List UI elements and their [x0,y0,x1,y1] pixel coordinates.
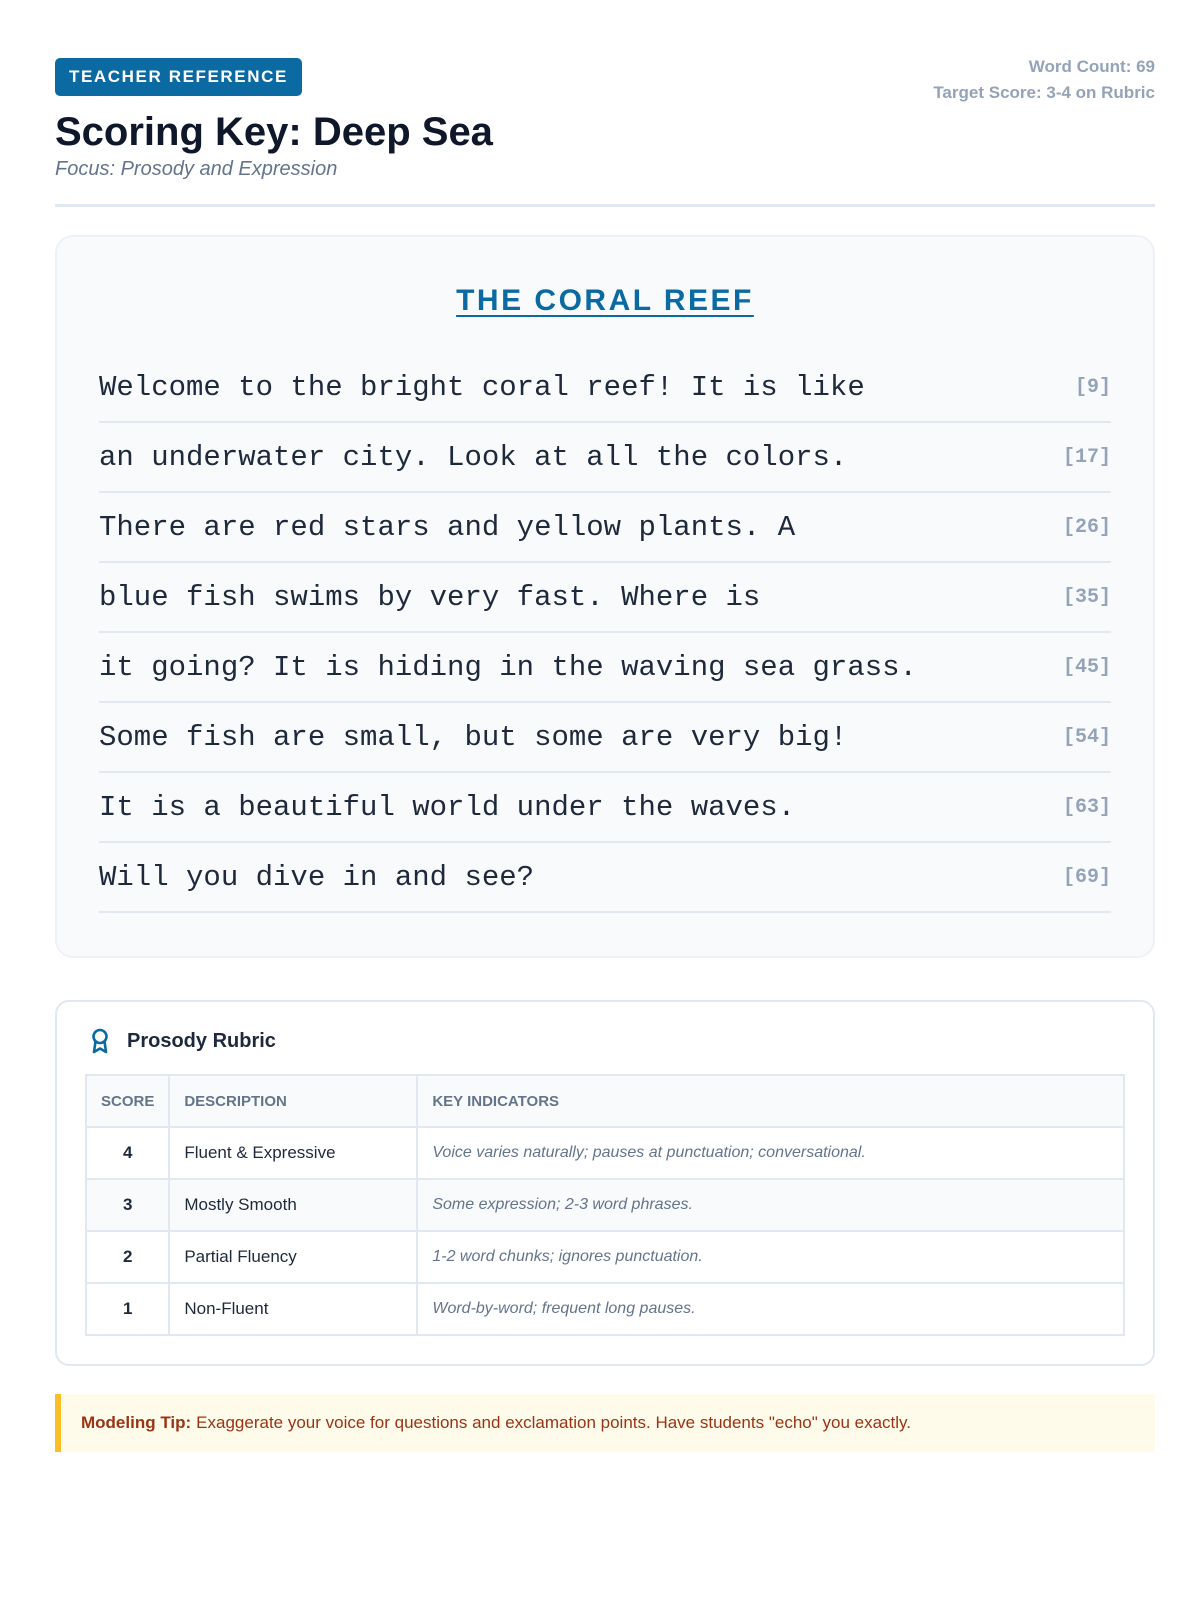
passage-line [99,353,1111,423]
description-cell: Non-Fluent [169,1283,417,1335]
cumulative-word-count: [69] [1062,865,1111,889]
passage-line-text: Welcome to the bright coral reef! It is like [99,370,865,404]
page-title: Scoring Key: Deep Sea [55,110,493,154]
column-header-score: SCORE [86,1075,169,1127]
cumulative-word-count: [26] [1062,515,1111,539]
cumulative-word-count: [54] [1062,725,1111,749]
passage-line-text: It is a beautiful world under the waves. [99,790,796,824]
cumulative-word-count: [35] [1062,585,1111,609]
column-header-description: DESCRIPTION [169,1075,417,1127]
passage-line-text: it going? It is hiding in the waving sea grass. [99,650,917,684]
passage-meta [933,54,1155,106]
passage-line [99,773,1111,843]
table-row [86,1179,1124,1231]
cumulative-word-count: [17] [1062,445,1111,469]
passage-line-text: Some fish are small, but some are very big! [99,720,848,754]
page-subtitle: Focus: Prosody and Expression [55,158,338,180]
description-cell: Partial Fluency [169,1231,417,1283]
passage-title: THE CORAL REEF [456,284,754,317]
tip-label: Modeling Tip: [81,1413,192,1432]
indicators-cell: Voice varies naturally; pauses at punctuation; conversational. [417,1127,1124,1179]
passage-line-text: blue fish swims by very fast. Where is [99,580,761,614]
passage-card [55,235,1155,958]
modeling-tip-callout [55,1394,1155,1452]
description-cell: Fluent & Expressive [169,1127,417,1179]
prosody-rubric-card [55,1000,1155,1366]
passage-line [99,493,1111,563]
table-row [86,1283,1124,1335]
rubric-title: Prosody Rubric [127,1029,276,1052]
passage-line-text: There are red stars and yellow plants. A [99,510,796,544]
column-header-indicators: KEY INDICATORS [417,1075,1124,1127]
page-header [55,58,1155,207]
award-ribbon-icon [89,1028,111,1054]
tip-text: Exaggerate your voice for questions and exclamation points. Have students "echo" you exactly. [196,1413,911,1432]
teacher-reference-badge: TEACHER REFERENCE [55,58,302,96]
passage-lines [99,353,1111,913]
word-count: Word Count: 69 [1028,57,1155,76]
rubric-header-row [86,1075,1124,1127]
cumulative-word-count: [63] [1062,795,1111,819]
indicators-cell: 1-2 word chunks; ignores punctuation. [417,1231,1124,1283]
passage-line [99,633,1111,703]
scoring-key-page [55,58,1155,1452]
description-cell: Mostly Smooth [169,1179,417,1231]
score-cell: 1 [86,1283,169,1335]
passage-line [99,423,1111,493]
rubric-table [85,1074,1125,1336]
table-row [86,1231,1124,1283]
cumulative-word-count: [45] [1062,655,1111,679]
target-score: Target Score: 3-4 on Rubric [933,83,1155,102]
indicators-cell: Some expression; 2-3 word phrases. [417,1179,1124,1231]
passage-line [99,843,1111,913]
rubric-header [89,1028,1125,1054]
score-cell: 2 [86,1231,169,1283]
cumulative-word-count: [9] [1074,375,1111,399]
passage-line-text: Will you dive in and see? [99,860,535,894]
score-cell: 4 [86,1127,169,1179]
passage-line [99,703,1111,773]
score-cell: 3 [86,1179,169,1231]
table-row [86,1127,1124,1179]
indicators-cell: Word-by-word; frequent long pauses. [417,1283,1124,1335]
passage-line-text: an underwater city. Look at all the colors. [99,440,848,474]
passage-line [99,563,1111,633]
